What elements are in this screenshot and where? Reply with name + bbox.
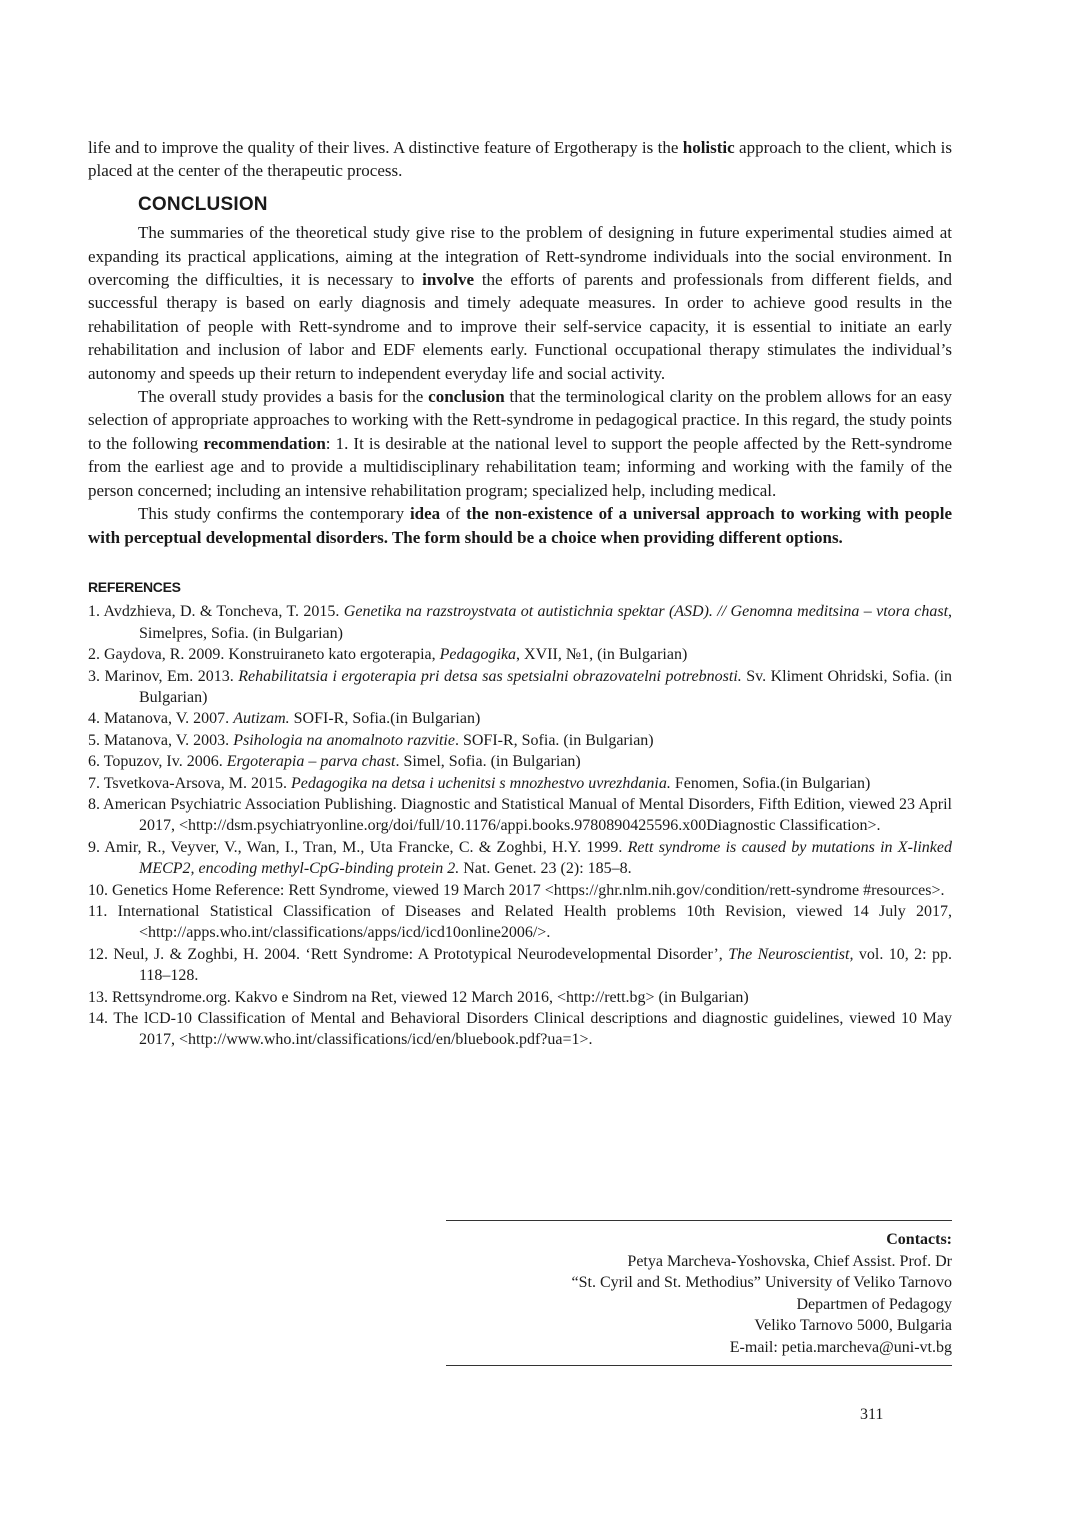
contact-university: “St. Cyril and St. Methodius” University of Veliko Tarnovo bbox=[571, 1274, 952, 1292]
ref-text: 2. Gaydova, R. 2009. Konstruiraneto kato ergoterapia, bbox=[88, 646, 440, 664]
ref-text-end: Fenomen, Sofia.(in Bulgarian) bbox=[670, 774, 871, 792]
references-heading: REFERENCES bbox=[88, 578, 181, 595]
contacts-block bbox=[446, 1220, 952, 1366]
conclusion-heading: CONCLUSION bbox=[138, 193, 268, 215]
ref-text: 12. Neul, J. & Zoghbi, H. 2004. ‘Rett Syndrome: A Prototypical Neurodevelopmental Disorder’, bbox=[88, 945, 729, 963]
ref-text-end: , Simelpres, Sofia. (in Bulgarian) bbox=[139, 603, 953, 642]
ref-text: 7. Tsvetkova-Arsova, M. 2015. bbox=[88, 774, 292, 792]
ref-text: 9. Amir, R., Veyver, V., Wan, I., Tran, M., Uta Francke, C. & Zoghbi, H.Y. 1999. bbox=[88, 838, 628, 856]
p3-bold: idea bbox=[409, 504, 441, 524]
ref-text-end: vol. 10, 2: pp. 118–128. bbox=[139, 945, 953, 985]
p1-text: The summaries of the theoretical study give rise to the problem of designing in future experimental studies aimed at expanding its practical applications, aiming at the integration of Rett-syndrome individuals into the social environment. In overcoming the difficulties, it is necessary to bbox=[88, 223, 952, 290]
ref-title: Psihologia na anomalnoto razvitie bbox=[233, 731, 455, 749]
p3-bold-2: the non-existence of a universal approach to working with people with perceptual developmental disorders. The form should be a choice when providing different options. bbox=[88, 504, 952, 547]
page-number: 311 bbox=[860, 1406, 884, 1423]
p2-bold: conclusion bbox=[428, 387, 505, 407]
p2-text-2: that the terminological clarity on the problem allows for an easy selection of appropriate approaches to working with the Rett-syndrome in pedagogical practice. In this regard, the study points to the following bbox=[88, 387, 953, 453]
reference-item bbox=[88, 901, 952, 944]
ref-text: 14. The lCD-10 Classification of Mental and Behavioral Disorders Clinical descriptions and diagnostic guidelines, viewed 10 May 2017, <http://www.who.int/classifications/icd/en/bluebook.pdf?ua=1>. bbox=[88, 1010, 952, 1049]
contact-email: E-mail: petia.marcheva@uni-vt.bg bbox=[729, 1338, 952, 1356]
references-list bbox=[88, 601, 952, 1051]
ref-title: Ergoterapia – parva chast bbox=[226, 753, 396, 771]
intro-bold: holistic bbox=[682, 138, 735, 157]
ref-title: Rehabilitatsia i ergoterapia pri detsa sas spetsialni obrazovatelni potrebnosti. bbox=[238, 667, 742, 685]
p2-text-3: : 1. It is desirable at the national level to support the people affected by the Rett-syndrome from the earliest age and to provide a multidisciplinary rehabilitation team; informing and working with the family of the person concerned; including an intensive rehabilitation program; specialized help, including medical. bbox=[88, 433, 952, 500]
conclusion-paragraph-2 bbox=[88, 385, 952, 502]
ref-text: 8. American Psychiatric Association Publishing. Diagnostic and Statistical Manual of Mental Disorders, Fifth Edition, viewed 23 April 2017, <http://dsm.psychiatryonline.org/doi/full/10.1176/appi.books.9780890425596.x00Diagnostic Classification>. bbox=[88, 795, 952, 835]
reference-item bbox=[88, 987, 952, 1008]
ref-text-end: , XVII, №1, (in Bulgarian) bbox=[516, 646, 688, 664]
p3-text-2: of bbox=[440, 504, 467, 524]
ref-text-end: . Simel, Sofia. (in Bulgarian) bbox=[395, 753, 581, 771]
reference-item bbox=[88, 730, 952, 751]
ref-text: 11. International Statistical Classification of Diseases and Related Health problems 10th Revision, viewed 14 July 2017, <http://apps.who.int/classifications/apps/icd/icd10online2006/>. bbox=[88, 903, 952, 942]
reference-item bbox=[88, 880, 952, 901]
p1-bold: involve bbox=[422, 270, 475, 290]
reference-item bbox=[88, 666, 952, 709]
ref-text: 5. Matanova, V. 2003. bbox=[88, 731, 234, 749]
contact-name: Petya Marcheva-Yoshovska, Chief Assist. Prof. Dr bbox=[627, 1252, 952, 1270]
p2-bold-2: recommendation bbox=[203, 433, 326, 453]
conclusion-paragraph-1 bbox=[88, 221, 952, 385]
reference-item bbox=[88, 944, 952, 987]
p2-text: The overall study provides a basis for the bbox=[138, 387, 429, 407]
ref-text: 6. Topuzov, Iv. 2006. bbox=[88, 753, 227, 771]
reference-item bbox=[88, 837, 952, 880]
intro-paragraph bbox=[88, 136, 952, 183]
reference-item bbox=[88, 773, 952, 794]
ref-title: Genetika na razstroystvata ot autistichnia spektar (ASD). // Genomna meditsina – vtora chast bbox=[343, 603, 949, 621]
contact-department: Departmen of Pedagogy bbox=[796, 1295, 952, 1313]
reference-item bbox=[88, 644, 952, 665]
reference-item bbox=[88, 794, 952, 837]
intro-text-2: approach to the client, which is placed at the center of the therapeutic process. bbox=[88, 138, 952, 181]
ref-text: 10. Genetics Home Reference: Rett Syndrome, viewed 19 March 2017 <https://ghr.nlm.nih.gov/condition/rett-syndrome #resources>. bbox=[88, 881, 945, 899]
ref-title: Rett syndrome is caused by mutations in X-linked MECP2, encoding methyl-CpG-binding protein 2. bbox=[139, 838, 953, 878]
contacts-title: Contacts: bbox=[886, 1231, 952, 1248]
contact-city: Veliko Tarnovo 5000, Bulgaria bbox=[754, 1317, 952, 1335]
ref-text: 1. Avdzhieva, D. & Toncheva, T. 2015. bbox=[88, 603, 344, 621]
ref-text: 3. Marinov, Em. 2013. bbox=[88, 667, 239, 685]
ref-text-end: Nat. Genet. 23 (2): 185–8. bbox=[459, 860, 632, 878]
ref-text: 13. Rettsyndrome.org. Kakvo e Sindrom na Ret, viewed 12 March 2016, <http://rett.bg> (in Bulgarian) bbox=[88, 988, 749, 1006]
ref-title: The Neuroscientist, bbox=[728, 945, 854, 963]
ref-title: Autizam. bbox=[233, 710, 290, 728]
reference-item bbox=[88, 1008, 952, 1051]
reference-item bbox=[88, 601, 952, 644]
reference-item bbox=[88, 708, 952, 729]
ref-title: Pedagogika bbox=[439, 646, 517, 664]
ref-text: 4. Matanova, V. 2007. bbox=[88, 710, 234, 728]
ref-text-end: SOFI-R, Sofia.(in Bulgarian) bbox=[289, 710, 481, 728]
intro-text: life and to improve the quality of their lives. A distinctive feature of Ergotherapy is the bbox=[88, 138, 683, 157]
ref-title: Pedagogika na detsa i uchenitsi s mnozhestvo uvrezhdania. bbox=[291, 774, 671, 792]
page-body bbox=[88, 136, 952, 1051]
p1-text-2: the efforts of parents and professionals from different fields, and successful therapy is based on early diagnosis and timely adequate measures. In order to achieve good results in the rehabilitation of people with Rett-syndrome and to improve their self-service capacity, it is essential to initiate an early rehabilitation and inclusion of labor and EDF elements early. Functional occupational therapy stimulates the individual’s autonomy and speeds up their return to independent everyday life and social activity. bbox=[88, 270, 952, 383]
conclusion-paragraph-3 bbox=[88, 502, 952, 549]
ref-text-end: Sv. Kliment Ohridski, Sofia. (in Bulgarian) bbox=[139, 667, 953, 706]
reference-item bbox=[88, 751, 952, 772]
ref-text-end: . SOFI-R, Sofia. (in Bulgarian) bbox=[454, 731, 654, 749]
p3-text: This study confirms the contemporary bbox=[138, 504, 410, 524]
